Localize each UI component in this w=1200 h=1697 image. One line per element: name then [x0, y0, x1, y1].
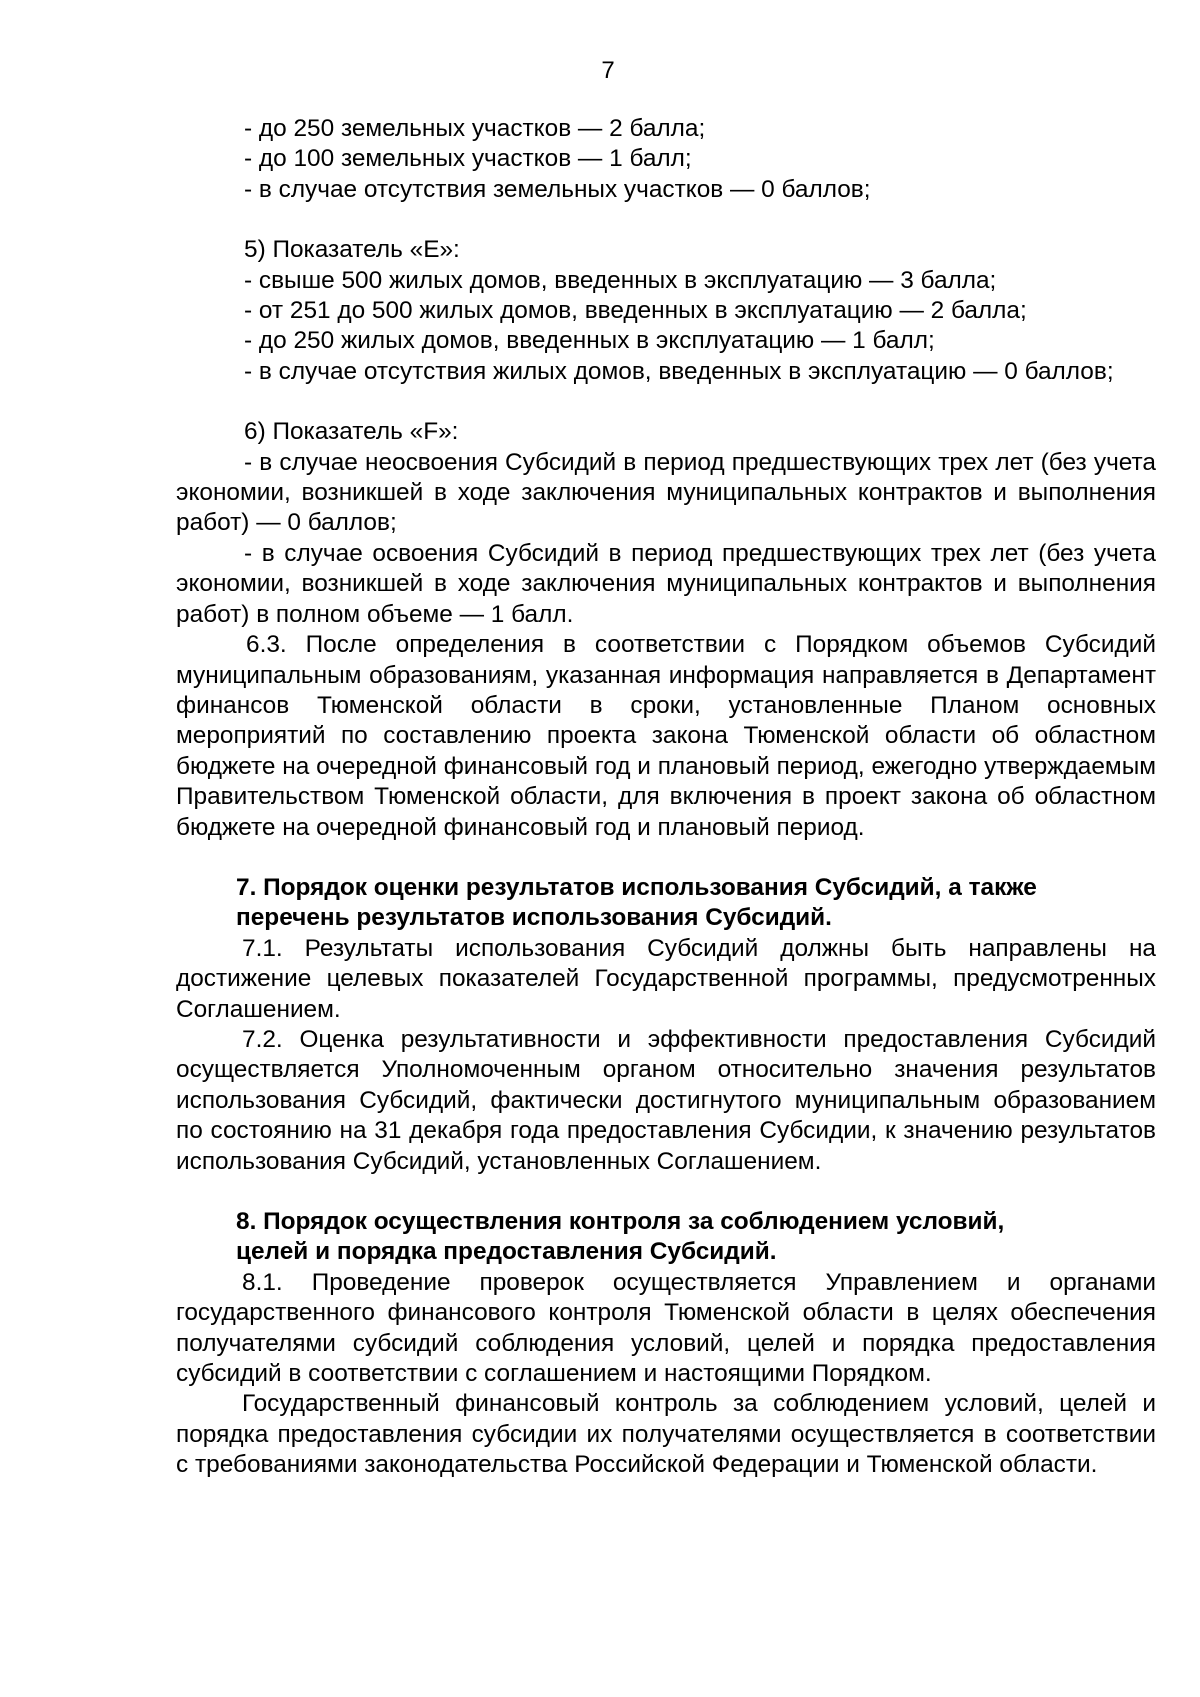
section-7-heading-line-1: 7. Порядок оценки результатов использования Субсидий, а также	[236, 873, 1037, 901]
section-7	[176, 873, 1156, 1177]
list-d	[176, 114, 1156, 205]
list-item: - до 100 земельных участков — 1 балл;	[244, 145, 692, 173]
section-8	[176, 1207, 1156, 1481]
section-8-heading-line-1: 8. Порядок осуществления контроля за соблюдением условий,	[236, 1208, 1005, 1235]
list-item: - свыше 500 жилых домов, введенных в эксплуатацию — 3 балла;	[244, 266, 997, 294]
spacer	[176, 1177, 1156, 1207]
list-item: - в случае отсутствия жилых домов, введенных в эксплуатацию — 0 баллов;	[244, 357, 1114, 385]
indicator-e-title: 5) Показатель «Е»:	[244, 236, 460, 264]
document-body	[176, 114, 1156, 1481]
indicator-f-title: 6) Показатель «F»:	[244, 418, 459, 446]
list-item: - в случае освоения Субсидий в период предшествующих трех лет (без учета экономии, возникшей в ходе заключения муниципальных контрактов и выполнения работ) в полном объеме — 1 балл.	[176, 539, 1156, 628]
paragraph-8-2: Государственный финансовый контроль за соблюдением условий, целей и порядка предоставления субсидии их получателями осуществляется в соответствии с требованиями законодательства Российской Федерации и Тюменской области.	[176, 1390, 1156, 1479]
page-number: 7	[601, 57, 615, 84]
paragraph-6-3: 6.3. После определения в соответствии с Порядком объемов Субсидий муниципальным образованиям, указанная информация направляется в Департамент финансов Тюменской области в сроки, установленные Планом основных мероприятий по составлению проекта закона Тюменской области об областном бюджете на очередной финансовый год и плановый период, ежегодно утверждаемым Правительством Тюменской области, для включения в проект закона об областном бюджете на очередной финансовый год и плановый период.	[176, 631, 1156, 841]
indicator-e-block	[176, 235, 1156, 387]
spacer	[176, 205, 1156, 235]
spacer	[176, 387, 1156, 417]
section-7-heading-line-2: перечень результатов использования Субсидий.	[236, 904, 832, 932]
spacer	[176, 843, 1156, 873]
indicator-f-block	[176, 417, 1156, 630]
paragraph-7-2: 7.2. Оценка результативности и эффективности предоставления Субсидий осуществляется Уполномоченным органом относительно значения результатов использования Субсидий, фактически достигнутого муниципальным образованием по состоянию на 31 декабря года предоставления Субсидии, к значению результатов использования Субсидий, установленных Соглашением.	[176, 1025, 1156, 1175]
list-item: - в случае отсутствия земельных участков — 0 баллов;	[244, 175, 871, 203]
section-8-heading-line-2: целей и порядка предоставления Субсидий.	[236, 1238, 777, 1266]
list-item: - до 250 земельных участков — 2 балла;	[244, 115, 706, 142]
list-item: - от 251 до 500 жилых домов, введенных в эксплуатацию — 2 балла;	[244, 297, 1027, 325]
list-item: - в случае неосвоения Субсидий в период предшествующих трех лет (без учета экономии, возникшей в ходе заключения муниципальных контрактов и выполнения работ) — 0 баллов;	[176, 448, 1156, 537]
list-item: - до 250 жилых домов, введенных в эксплуатацию — 1 балл;	[244, 327, 935, 355]
paragraph-7-1: 7.1. Результаты использования Субсидий должны быть направлены на достижение целевых показателей Государственной программы, предусмотренных Соглашением.	[176, 934, 1156, 1023]
paragraph-8-1: 8.1. Проведение проверок осуществляется Управлением и органами государственного финансового контроля Тюменской области в целях обеспечения получателями субсидий соблюдения условий, целей и порядка предоставления субсидий в соответствии с соглашением и настоящими Порядком.	[176, 1268, 1156, 1388]
